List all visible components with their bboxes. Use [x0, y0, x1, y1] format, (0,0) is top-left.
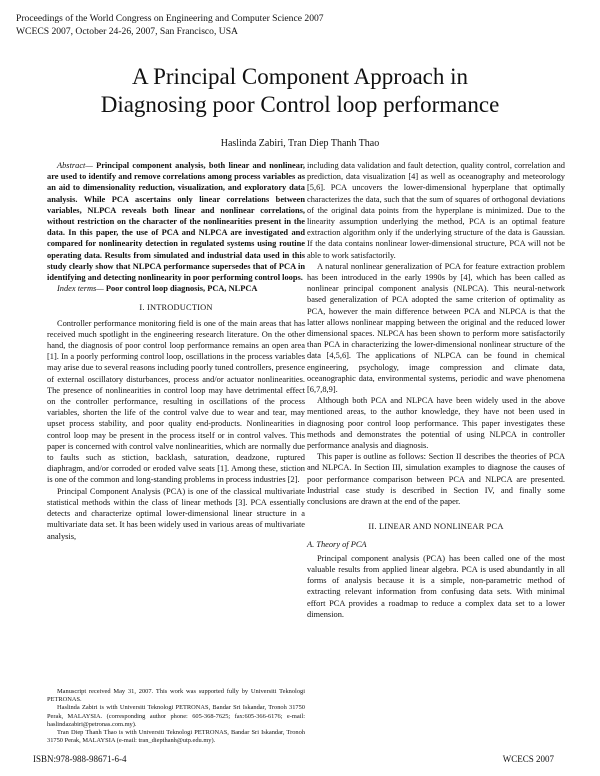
- index-terms: [47, 283, 305, 294]
- header-line-1: Proceedings of the World Congress on Engineering and Computer Science 2007: [16, 13, 324, 24]
- left-column: [47, 160, 305, 542]
- footnote-author-2: Tran Diep Thanh Thao is with Universiti Teknologi PETRONAS, Bandar Sri Iskandar, Tronoh 31750 Perak, MALAYSIA (e-mail: tran_diepthanh@utp.edu.my).: [47, 729, 305, 745]
- right-paragraph-3: Although both PCA and NLPCA have been widely used in the above mentioned areas, to the author knowledge, they have not been used in diagnosing poor control loop performance. This paper investigates these methods and demonstrates the potential of using NLPCA in controller performance analysis and diagnosis.: [307, 396, 565, 451]
- footnotes: [47, 688, 305, 745]
- conference-footer: WCECS 2007: [502, 754, 554, 764]
- subsection-heading-theory-pca: A. Theory of PCA: [307, 539, 367, 549]
- index-terms-lead: Index terms—: [57, 284, 104, 294]
- author-list: Haslinda Zabiri, Tran Diep Thanh Thao: [220, 138, 380, 149]
- right-paragraph-1: including data validation and fault detection, quality control, correlation and prediction, data visualization [4] as well as oceanography and meteorology [5,6]. PCA uncovers the lower-dimensional hyperplane that optimally characterizes the data, such that the sum of squares of orthogonal deviations of the original data points from the hyperplane is minimized. Due to the linearity assumption underlying the method, PCA is an optimal feature extraction algorithm only if the underlying structure of the data is Gaussian. If the data contains nonlinear lower-dimensional structure, PCA will not be able to work satisfactorily.: [307, 161, 565, 260]
- header-line-2: WCECS 2007, October 24-26, 2007, San Francisco, USA: [16, 26, 238, 37]
- abstract-text: Principal component analysis, both linear and nonlinear, are used to identify and remove correlations among process variables as an aid to dimensionality reduction, visualization, and exploratory data analysis. While PCA ascertains only linear correlations between variables, NLPCA reveals both linear and nonlinear correlations, without restriction on the character of the nonlinearities present in the data. In this paper, the use of PCA and NLPCA are investigated and compared for nonlinearity detection in regulated systems using routine operating data. Results from simulated and industrial data used in this study clearly show that NLPCA performance supersedes that of PCA in identifying and detecting nonlinearity in poor performing control loops.: [47, 161, 305, 283]
- right-paragraph-5: Principal component analysis (PCA) has been called one of the most valuable results from applied linear algebra. PCA is used abundantly in all forms of analysis because it is a simple, non-parametric method of extracting relevant information from confusing data sets. With minimal effort PCA provides a roadmap to reduce a complex data set to a lower dimension.: [307, 553, 565, 619]
- right-column: [307, 160, 565, 620]
- section-heading-linear-nonlinear-pca: II. LINEAR AND NONLINEAR PCA: [368, 522, 504, 532]
- right-paragraph-4: This paper is outline as follows: Section II describes the theories of PCA and NLPCA. In Section III, simulation examples to diagnose the causes of poor performance comparison between PCA and NLPCA are presented. Industrial case study is described in Section IV, and finally some conclusions are drawn at the end of the paper.: [307, 452, 565, 507]
- proceedings-header: [16, 12, 324, 38]
- footnote-author-1: Haslinda Zabiri is with Universiti Teknologi PETRONAS, Bandar Sri Iskandar, Tronoh 31750 Perak, MALAYSIA. (corresponding author phone: 605-368-7625; fax:605-366-6176; e-mail: haslindazabiri@petronas.com.my).: [47, 704, 305, 728]
- section-heading-introduction: I. INTRODUCTION: [139, 303, 213, 313]
- index-terms-text: Poor control loop diagnosis, PCA, NLPCA: [103, 284, 258, 294]
- title-line-1: A Principal Component Approach in: [131, 64, 468, 89]
- title-line-2: Diagnosing poor Control loop performance: [100, 92, 500, 117]
- right-paragraph-2: A natural nonlinear generalization of PCA for feature extraction problem has been introduced in the early 1990s by [4], which has been called as nonlinear principal component analysis (NLPCA). This neural-network based generalization of PCA adopted the same criterion of optimality as PCA, however the main difference between PCA and NLPCA is that the latter allows nonlinear mapping between the original and the reduced lower dimensional spaces. NLPCA has been shown to perform more satisfactorily than PCA in characterizing the lower-dimensional nonlinear structure of the data [4,5,6]. The applications of NLPCA can be found in chemical engineering, psychology, image compression and climate data, oceanographic data, environmental systems, periodic and wave phenomena [6,7,8,9].: [307, 261, 565, 395]
- isbn-footer: ISBN:978-988-98671-6-4: [33, 754, 127, 764]
- abstract-lead: Abstract—: [57, 161, 93, 170]
- intro-paragraph-1: Controller performance monitoring field is one of the main areas that has received much spotlight in the engineering research literature. On the other hand, the diagnosis of poor control loop performance remains an open area [1]. In a poorly performing control loop, oscillations in the process variables may arise due to several reasons including poorly tuned controllers, presence of external oscillatory disturbances, process and/or actuator nonlinearities. The presence of nonlinearities in control loop may have detrimental effect on the controller performance, resulting in oscillations of the process variables, shorten the life of the control valve due to wear and tear, may upset process stability, and poor quality end-products. Nonlinearities in control loop may be present in the process itself or in control valves. This paper is concerned with control valve nonlinearities, which are normally due to faults such as stiction, backlash, saturation, deadzone, ruptured diaphragm, and/or corroded or eroded valve seats [1]. Among these, stiction is one of the common and long-standing problems in process industries [2].: [47, 318, 305, 485]
- paper-title: [0, 63, 600, 119]
- abstract: [47, 160, 305, 283]
- footnote-manuscript: Manuscript received May 31, 2007. This work was supported fully by Universiti Teknologi PETRONAS.: [47, 688, 305, 704]
- intro-paragraph-2: Principal Component Analysis (PCA) is one of the classical multivariate statistical methods within the class of linear methods [3]. PCA essentially detects and characterize optimal lower-dimensional linear structure in a multivariate data set. It has been widely used in various areas of multivariate analysis,: [47, 486, 305, 541]
